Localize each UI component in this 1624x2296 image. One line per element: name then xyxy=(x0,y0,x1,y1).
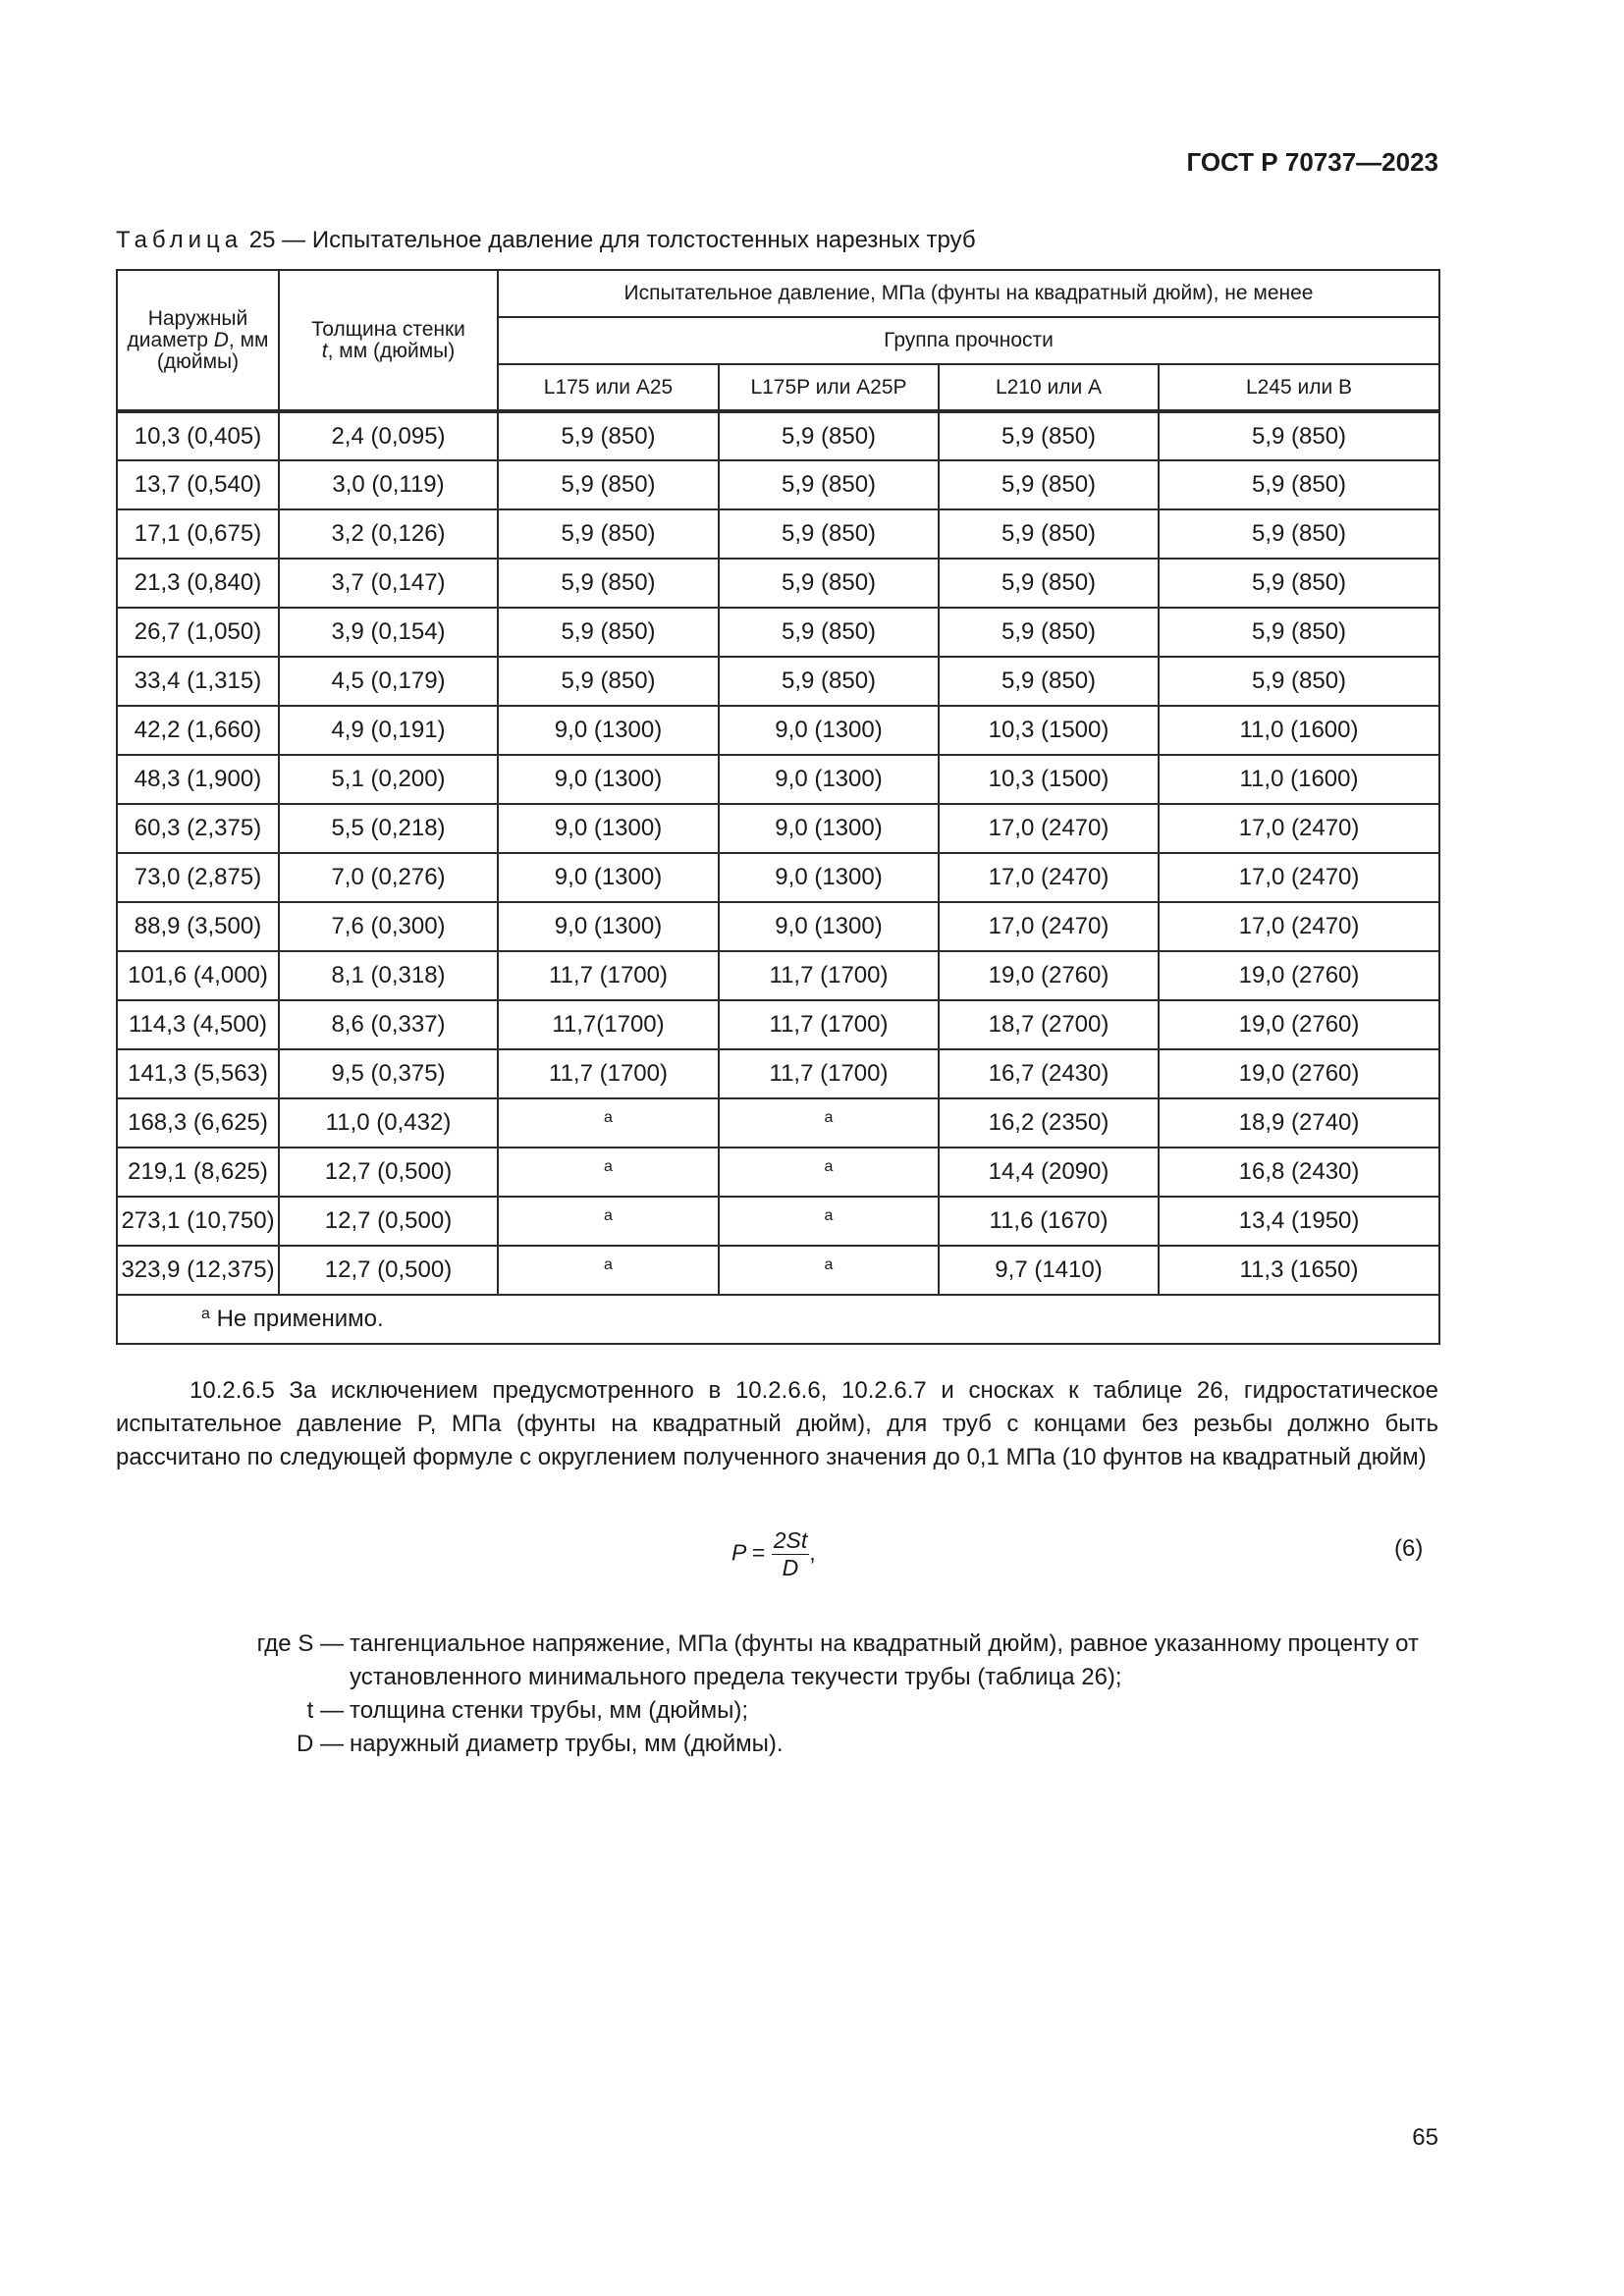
formula-fraction xyxy=(772,1527,810,1581)
col-header-pressure: Испытательное давление, МПа (фунты на квадратный дюйм), не менее xyxy=(498,270,1439,317)
table-cell: 11,7 (1700) xyxy=(719,1049,939,1098)
where-item-d xyxy=(116,1728,1438,1761)
table-cell: 19,0 (2760) xyxy=(1159,1000,1439,1049)
table-cell: 7,0 (0,276) xyxy=(279,853,498,902)
table-cell: 48,3 (1,900) xyxy=(117,755,279,804)
table-cell: 9,0 (1300) xyxy=(719,902,939,951)
table-cell xyxy=(719,1246,939,1295)
standard-designation: ГОСТ Р 70737—2023 xyxy=(1186,147,1438,177)
formula-number: (6) xyxy=(1394,1535,1424,1562)
table-cell: 9,0 (1300) xyxy=(719,755,939,804)
footnote-ref: a xyxy=(604,1207,613,1224)
table-cell xyxy=(498,1148,719,1197)
table-cell: 5,9 (850) xyxy=(1159,657,1439,706)
table-cell: 9,0 (1300) xyxy=(498,706,719,755)
table-cell: 11,3 (1650) xyxy=(1159,1246,1439,1295)
where-text: толщина стенки трубы, мм (дюймы); xyxy=(350,1697,749,1724)
table-cell: 9,0 (1300) xyxy=(498,902,719,951)
table-cell: 5,9 (850) xyxy=(498,460,719,509)
table-row xyxy=(117,1000,1439,1049)
table-cell: 26,7 (1,050) xyxy=(117,608,279,657)
table-cell: 5,9 (850) xyxy=(719,657,939,706)
table-cell: 5,9 (850) xyxy=(498,608,719,657)
table-cell: 2,4 (0,095) xyxy=(279,411,498,460)
col-header-grade: L245 или B xyxy=(1159,364,1439,411)
table-cell: 5,9 (850) xyxy=(498,411,719,460)
table-cell: 5,9 (850) xyxy=(939,460,1159,509)
table-cell: 5,9 (850) xyxy=(498,509,719,559)
table-cell: 9,0 (1300) xyxy=(498,755,719,804)
footnote-ref: a xyxy=(824,1158,834,1175)
table-cell: 5,9 (850) xyxy=(1159,411,1439,460)
table-cell: 16,7 (2430) xyxy=(939,1049,1159,1098)
col-header-diameter xyxy=(117,270,279,411)
where-text: тангенциальное напряжение, МПа (фунты на квадратный дюйм), равное указанному проценту от установленного минимального предела текучести трубы (таблица 26); xyxy=(350,1630,1419,1690)
table-cell xyxy=(719,1197,939,1246)
table-row xyxy=(117,509,1439,559)
table-cell: 12,7 (0,500) xyxy=(279,1148,498,1197)
table-footnote xyxy=(117,1295,1439,1344)
table-cell: 5,9 (850) xyxy=(719,608,939,657)
footnote-text: Не применимо. xyxy=(216,1306,384,1332)
table-cell: 5,9 (850) xyxy=(939,509,1159,559)
col-header-thickness xyxy=(279,270,498,411)
table-cell: 17,0 (2470) xyxy=(939,902,1159,951)
table-row xyxy=(117,1049,1439,1098)
table-cell: 5,9 (850) xyxy=(939,411,1159,460)
table-cell: 9,0 (1300) xyxy=(719,804,939,853)
table-cell: 10,3 (0,405) xyxy=(117,411,279,460)
table-row xyxy=(117,1098,1439,1148)
table-cell: 3,2 (0,126) xyxy=(279,509,498,559)
table-cell: 17,1 (0,675) xyxy=(117,509,279,559)
table-caption-prefix: Таблица xyxy=(116,227,244,253)
table-cell: 17,0 (2470) xyxy=(1159,902,1439,951)
formula-tail: , xyxy=(809,1539,816,1566)
table-row xyxy=(117,706,1439,755)
col-header-thickness-text: Толщина стенки t, мм (дюймы) xyxy=(311,317,465,362)
table-cell: 5,9 (850) xyxy=(719,460,939,509)
where-text: наружный диаметр трубы, мм (дюймы). xyxy=(350,1731,784,1757)
where-label: где S — xyxy=(256,1630,344,1657)
formula-numerator: 2St xyxy=(773,1527,808,1553)
table-row xyxy=(117,1197,1439,1246)
table-cell: 19,0 (2760) xyxy=(1159,951,1439,1000)
col-header-grade: L210 или A xyxy=(939,364,1159,411)
table-cell xyxy=(719,1098,939,1148)
table-cell: 114,3 (4,500) xyxy=(117,1000,279,1049)
table-cell: 12,7 (0,500) xyxy=(279,1246,498,1295)
table-cell: 4,5 (0,179) xyxy=(279,657,498,706)
table-cell: 9,5 (0,375) xyxy=(279,1049,498,1098)
table-cell: 4,9 (0,191) xyxy=(279,706,498,755)
table-cell: 5,1 (0,200) xyxy=(279,755,498,804)
table-cell: 9,0 (1300) xyxy=(498,853,719,902)
where-label: t — xyxy=(306,1697,344,1724)
footnote-ref: a xyxy=(824,1109,834,1126)
table-cell: 18,7 (2700) xyxy=(939,1000,1159,1049)
footnote-ref: a xyxy=(824,1256,834,1273)
table-cell: 60,3 (2,375) xyxy=(117,804,279,853)
table-cell: 5,9 (850) xyxy=(939,608,1159,657)
table-cell: 17,0 (2470) xyxy=(939,804,1159,853)
table-cell: 21,3 (0,840) xyxy=(117,559,279,608)
table-cell: 73,0 (2,875) xyxy=(117,853,279,902)
table-cell: 16,2 (2350) xyxy=(939,1098,1159,1148)
table-cell xyxy=(719,1148,939,1197)
formula-6 xyxy=(731,1527,816,1581)
table-row xyxy=(117,657,1439,706)
formula-equals: = xyxy=(751,1539,766,1566)
table-cell: 5,9 (850) xyxy=(939,657,1159,706)
table-cell: 13,4 (1950) xyxy=(1159,1197,1439,1246)
table-row xyxy=(117,804,1439,853)
table-cell: 33,4 (1,315) xyxy=(117,657,279,706)
page-number: 65 xyxy=(1412,2124,1438,2151)
table-cell: 7,6 (0,300) xyxy=(279,902,498,951)
table-cell: 5,5 (0,218) xyxy=(279,804,498,853)
table-cell: 14,4 (2090) xyxy=(939,1148,1159,1197)
pressure-table xyxy=(116,269,1440,1345)
table-cell xyxy=(498,1197,719,1246)
table-row xyxy=(117,1246,1439,1295)
footnote-ref: a xyxy=(604,1256,613,1273)
table-cell: 5,9 (850) xyxy=(1159,608,1439,657)
table-cell: 19,0 (2760) xyxy=(1159,1049,1439,1098)
table-cell: 88,9 (3,500) xyxy=(117,902,279,951)
table-cell: 3,0 (0,119) xyxy=(279,460,498,509)
table-cell: 3,7 (0,147) xyxy=(279,559,498,608)
table-cell: 5,9 (850) xyxy=(1159,460,1439,509)
footnote-ref: a xyxy=(824,1207,834,1224)
table-cell: 5,9 (850) xyxy=(719,411,939,460)
table-cell: 11,7 (1700) xyxy=(498,1049,719,1098)
table-cell: 323,9 (12,375) xyxy=(117,1246,279,1295)
table-footnote-row xyxy=(117,1295,1439,1344)
table-cell: 17,0 (2470) xyxy=(939,853,1159,902)
table-cell: 101,6 (4,000) xyxy=(117,951,279,1000)
formula-denominator: D xyxy=(782,1555,799,1580)
table-cell: 5,9 (850) xyxy=(719,559,939,608)
table-cell: 17,0 (2470) xyxy=(1159,804,1439,853)
table-cell: 9,7 (1410) xyxy=(939,1246,1159,1295)
table-cell: 9,0 (1300) xyxy=(498,804,719,853)
table-cell: 5,9 (850) xyxy=(719,509,939,559)
where-item-t xyxy=(116,1694,1438,1728)
table-cell: 9,0 (1300) xyxy=(719,853,939,902)
table-row xyxy=(117,460,1439,509)
formula-lhs: P xyxy=(731,1539,746,1566)
table-cell: 19,0 (2760) xyxy=(939,951,1159,1000)
table-row xyxy=(117,1148,1439,1197)
col-header-grade: L175 или A25 xyxy=(498,364,719,411)
table-cell: 13,7 (0,540) xyxy=(117,460,279,509)
table-cell: 11,0 (0,432) xyxy=(279,1098,498,1148)
table-row xyxy=(117,853,1439,902)
table-cell: 5,9 (850) xyxy=(1159,559,1439,608)
table-cell: 5,9 (850) xyxy=(1159,509,1439,559)
table-cell: 8,6 (0,337) xyxy=(279,1000,498,1049)
table-cell: 5,9 (850) xyxy=(498,559,719,608)
table-cell: 8,1 (0,318) xyxy=(279,951,498,1000)
table-cell: 11,7 (1700) xyxy=(719,951,939,1000)
table-cell: 11,0 (1600) xyxy=(1159,706,1439,755)
table-cell: 10,3 (1500) xyxy=(939,706,1159,755)
table-cell: 42,2 (1,660) xyxy=(117,706,279,755)
where-item-s xyxy=(116,1628,1438,1694)
table-cell: 18,9 (2740) xyxy=(1159,1098,1439,1148)
table-cell: 16,8 (2430) xyxy=(1159,1148,1439,1197)
where-label: D — xyxy=(297,1731,344,1757)
footnote-ref: a xyxy=(604,1158,613,1175)
table-caption-text: 25 — Испытательное давление для толстостенных нарезных труб xyxy=(248,227,976,253)
table-row xyxy=(117,559,1439,608)
col-header-diameter-text: Наружный диаметр D, мм (дюймы) xyxy=(127,306,269,373)
table-cell: 273,1 (10,750) xyxy=(117,1197,279,1246)
footnote-ref: a xyxy=(604,1109,613,1126)
table-row xyxy=(117,951,1439,1000)
table-cell xyxy=(498,1246,719,1295)
table-row xyxy=(117,411,1439,460)
paragraph-10-2-6-5: 10.2.6.5 За исключением предусмотренного в 10.2.6.6, 10.2.6.7 и сносках к таблице 26, гидростатическое испытательное давление P, МПа (фунты на квадратный дюйм), для труб с концами без резьбы должно быть рассчитано по следующей формуле с округлением полученного значения до 0,1 МПа (10 фунтов на квадратный дюйм) xyxy=(116,1377,1438,1470)
table-cell: 11,0 (1600) xyxy=(1159,755,1439,804)
table-cell: 17,0 (2470) xyxy=(1159,853,1439,902)
table-cell xyxy=(498,1098,719,1148)
table-cell: 11,7 (1700) xyxy=(498,951,719,1000)
table-cell: 11,7 (1700) xyxy=(719,1000,939,1049)
table-cell: 10,3 (1500) xyxy=(939,755,1159,804)
table-cell: 219,1 (8,625) xyxy=(117,1148,279,1197)
col-header-grade: L175P или A25P xyxy=(719,364,939,411)
table-cell: 141,3 (5,563) xyxy=(117,1049,279,1098)
table-cell: 168,3 (6,625) xyxy=(117,1098,279,1148)
table-cell: 5,9 (850) xyxy=(939,559,1159,608)
table-row xyxy=(117,755,1439,804)
table-cell: 11,7(1700) xyxy=(498,1000,719,1049)
table-caption xyxy=(116,227,976,254)
table-cell: 3,9 (0,154) xyxy=(279,608,498,657)
table-cell: 9,0 (1300) xyxy=(719,706,939,755)
footnote-mark: a xyxy=(201,1306,210,1322)
col-header-strength-group: Группа прочности xyxy=(498,317,1439,364)
table-cell: 5,9 (850) xyxy=(498,657,719,706)
table-cell: 11,6 (1670) xyxy=(939,1197,1159,1246)
table-cell: 12,7 (0,500) xyxy=(279,1197,498,1246)
table-row xyxy=(117,902,1439,951)
table-row xyxy=(117,608,1439,657)
